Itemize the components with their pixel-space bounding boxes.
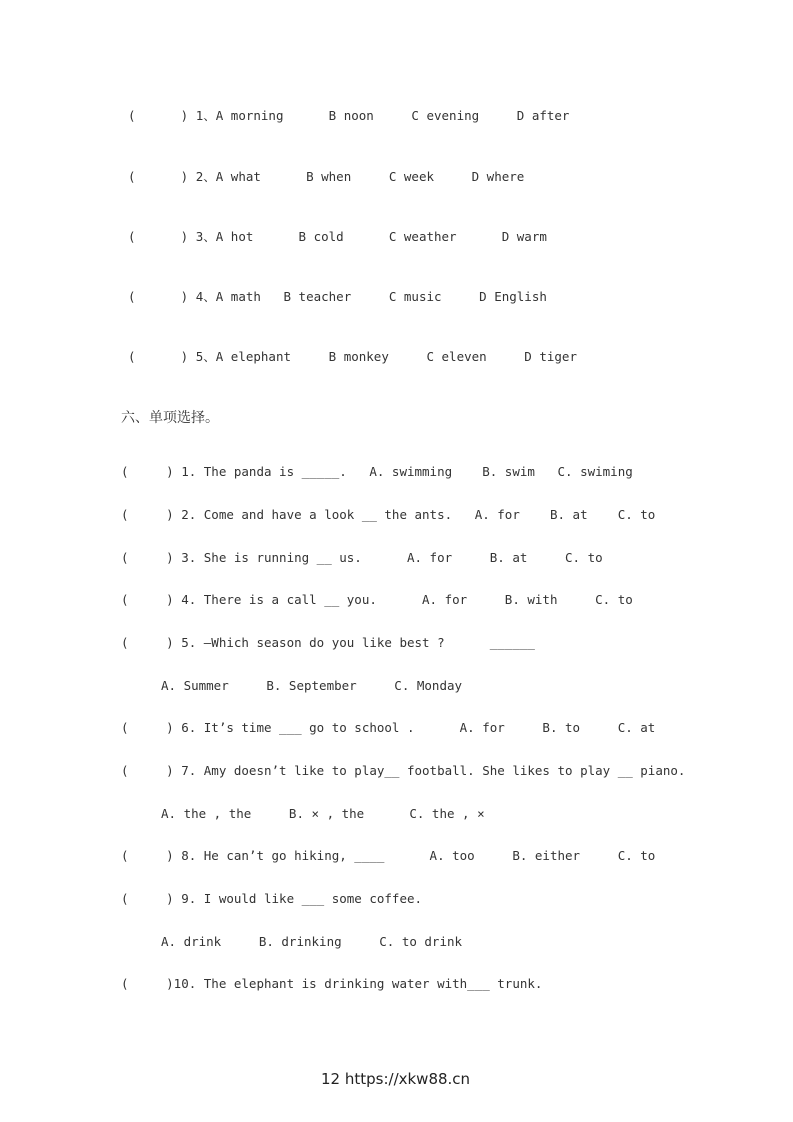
question-line: ( ) 5、A elephant B monkey C eleven D tiger: [128, 349, 577, 364]
question-line: ( ) 8. He can’t go hiking, ____ A. too B. either C. to: [121, 848, 656, 863]
question-line: ( ) 3、A hot B cold C weather D warm: [128, 229, 547, 244]
page-footer: 12 https://xkw88.cn: [321, 1070, 471, 1088]
options-line: A. the , the B. × , the C. the , ×: [161, 806, 485, 821]
question-line: ( ) 4. There is a call __ you. A. for B. with C. to: [121, 592, 633, 607]
question-line: ( ) 6. It’s time ___ go to school . A. for B. to C. at: [121, 720, 656, 735]
question-line: ( ) 1、A morning B noon C evening D after: [128, 108, 570, 123]
question-line: ( ) 1. The panda is _____. A. swimming B. swim C. swiming: [121, 464, 633, 479]
options-line: A. drink B. drinking C. to drink: [161, 934, 463, 949]
question-line: ( ) 2. Come and have a look __ the ants. A. for B. at C. to: [121, 507, 656, 522]
question-line: ( ) 5. —Which season do you like best ? ______: [121, 635, 535, 650]
question-line: ( ) 9. I would like ___ some coffee.: [121, 891, 423, 906]
section-heading: 六、单项选择。: [121, 410, 219, 426]
question-line: ( )10. The elephant is drinking water with___ trunk.: [121, 976, 543, 991]
question-line: ( ) 7. Amy doesn’t like to play__ football. She likes to play __ piano.: [121, 763, 686, 778]
options-line: A. Summer B. September C. Monday: [161, 678, 463, 693]
question-line: ( ) 2、A what B when C week D where: [128, 169, 525, 184]
question-line: ( ) 4、A math B teacher C music D English: [128, 289, 547, 304]
question-line: ( ) 3. She is running __ us. A. for B. at C. to: [121, 550, 603, 565]
